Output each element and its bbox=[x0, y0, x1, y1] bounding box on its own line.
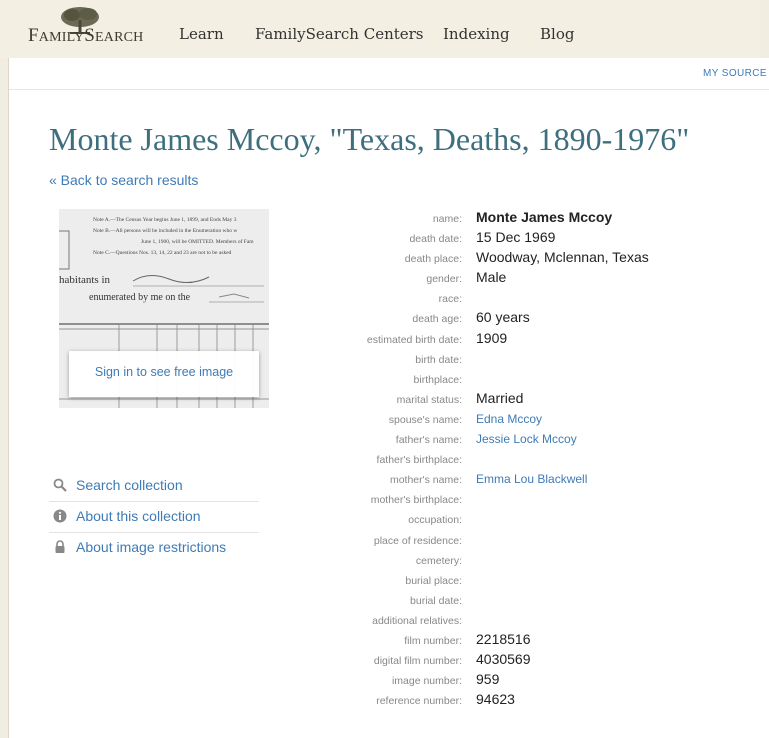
field-label: cemetery: bbox=[415, 554, 462, 567]
field-value: 15 Dec 1969 bbox=[476, 229, 556, 246]
nav-indexing[interactable]: Indexing bbox=[443, 25, 510, 43]
field-label: gender: bbox=[426, 273, 462, 286]
field-label: mother's birthplace: bbox=[370, 494, 462, 507]
scan-note-a: Note A.—The Census Year begins June 1, 1899, and Ends May 3 bbox=[93, 217, 237, 223]
field-label: marital status: bbox=[396, 393, 462, 406]
scan-note-b-cont: June 1, 1900, will be OMITTED. Members of Fam bbox=[141, 239, 254, 245]
field-value: Monte James Mccoy bbox=[476, 209, 613, 225]
spouse-name-link[interactable]: Edna Mccoy bbox=[476, 411, 543, 426]
search-collection-label: Search collection bbox=[76, 477, 183, 493]
field-value: 1909 bbox=[476, 329, 508, 346]
field-label: name: bbox=[432, 213, 462, 225]
field-value: Male bbox=[476, 269, 507, 286]
scan-note-b: Note B.—All persons will be included in the Enumeration who w bbox=[93, 228, 238, 234]
about-image-restrictions-label: About image restrictions bbox=[76, 539, 227, 555]
field-value: 60 years bbox=[476, 309, 530, 326]
field-label: spouse's name: bbox=[388, 413, 462, 426]
field-label: race: bbox=[438, 293, 462, 306]
record-panel bbox=[8, 58, 769, 738]
field-label: death date: bbox=[409, 233, 462, 246]
site-header bbox=[0, 0, 760, 58]
field-label: birthplace: bbox=[413, 373, 462, 386]
field-label: image number: bbox=[391, 675, 462, 688]
familysearch-logo[interactable] bbox=[28, 6, 158, 50]
search-icon bbox=[53, 478, 67, 492]
nav-learn[interactable]: Learn bbox=[179, 25, 224, 43]
logo-text: FAMILYSEARCH bbox=[28, 25, 144, 46]
lock-icon bbox=[53, 540, 67, 554]
field-value: 94623 bbox=[476, 691, 515, 708]
about-collection-label: About this collection bbox=[76, 508, 201, 524]
field-label: father's name: bbox=[395, 434, 462, 447]
field-label: film number: bbox=[404, 634, 462, 647]
father-name-link[interactable]: Jessie Lock Mccoy bbox=[476, 432, 577, 447]
page-title: Monte James Mccoy, "Texas, Deaths, 1890-1976" bbox=[49, 121, 690, 157]
field-label: birth date: bbox=[415, 353, 462, 366]
nav-blog[interactable]: Blog bbox=[540, 25, 575, 43]
field-label: occupation: bbox=[408, 514, 462, 527]
field-value: Married bbox=[476, 389, 524, 406]
nav-familysearch-centers[interactable]: FamilySearch Centers bbox=[255, 25, 424, 43]
back-to-search-link[interactable]: « Back to search results bbox=[49, 172, 199, 188]
mother-name-link[interactable]: Emma Lou Blackwell bbox=[476, 472, 588, 487]
field-label: estimated birth date: bbox=[366, 333, 462, 346]
sign-in-link[interactable]: Sign in to see free image bbox=[94, 365, 234, 379]
scan-inhabitants: habitants in bbox=[59, 274, 111, 286]
utility-bar bbox=[9, 58, 769, 90]
field-value: 2218516 bbox=[476, 630, 531, 647]
field-label: digital film number: bbox=[373, 655, 462, 668]
field-value: Woodway, Mclennan, Texas bbox=[476, 249, 649, 266]
field-label: death age: bbox=[412, 313, 462, 326]
field-label: additional relatives: bbox=[372, 614, 462, 627]
scan-note-c: Note C.—Questions Nos. 13, 14, 22 and 23 are not to be asked bbox=[93, 250, 232, 256]
field-label: burial place: bbox=[405, 574, 462, 587]
info-icon bbox=[53, 509, 67, 523]
field-label: place of residence: bbox=[373, 534, 462, 547]
field-label: mother's name: bbox=[389, 474, 462, 487]
my-source-link[interactable]: MY SOURCE bbox=[703, 68, 767, 79]
field-label: father's birthplace: bbox=[376, 454, 462, 467]
field-value: 959 bbox=[476, 671, 500, 688]
field-label: reference number: bbox=[376, 695, 462, 708]
field-value: 4030569 bbox=[476, 651, 531, 668]
scan-enumerated: enumerated by me on the bbox=[89, 292, 191, 303]
field-label: burial date: bbox=[410, 594, 462, 607]
field-label: death place: bbox=[404, 253, 462, 266]
